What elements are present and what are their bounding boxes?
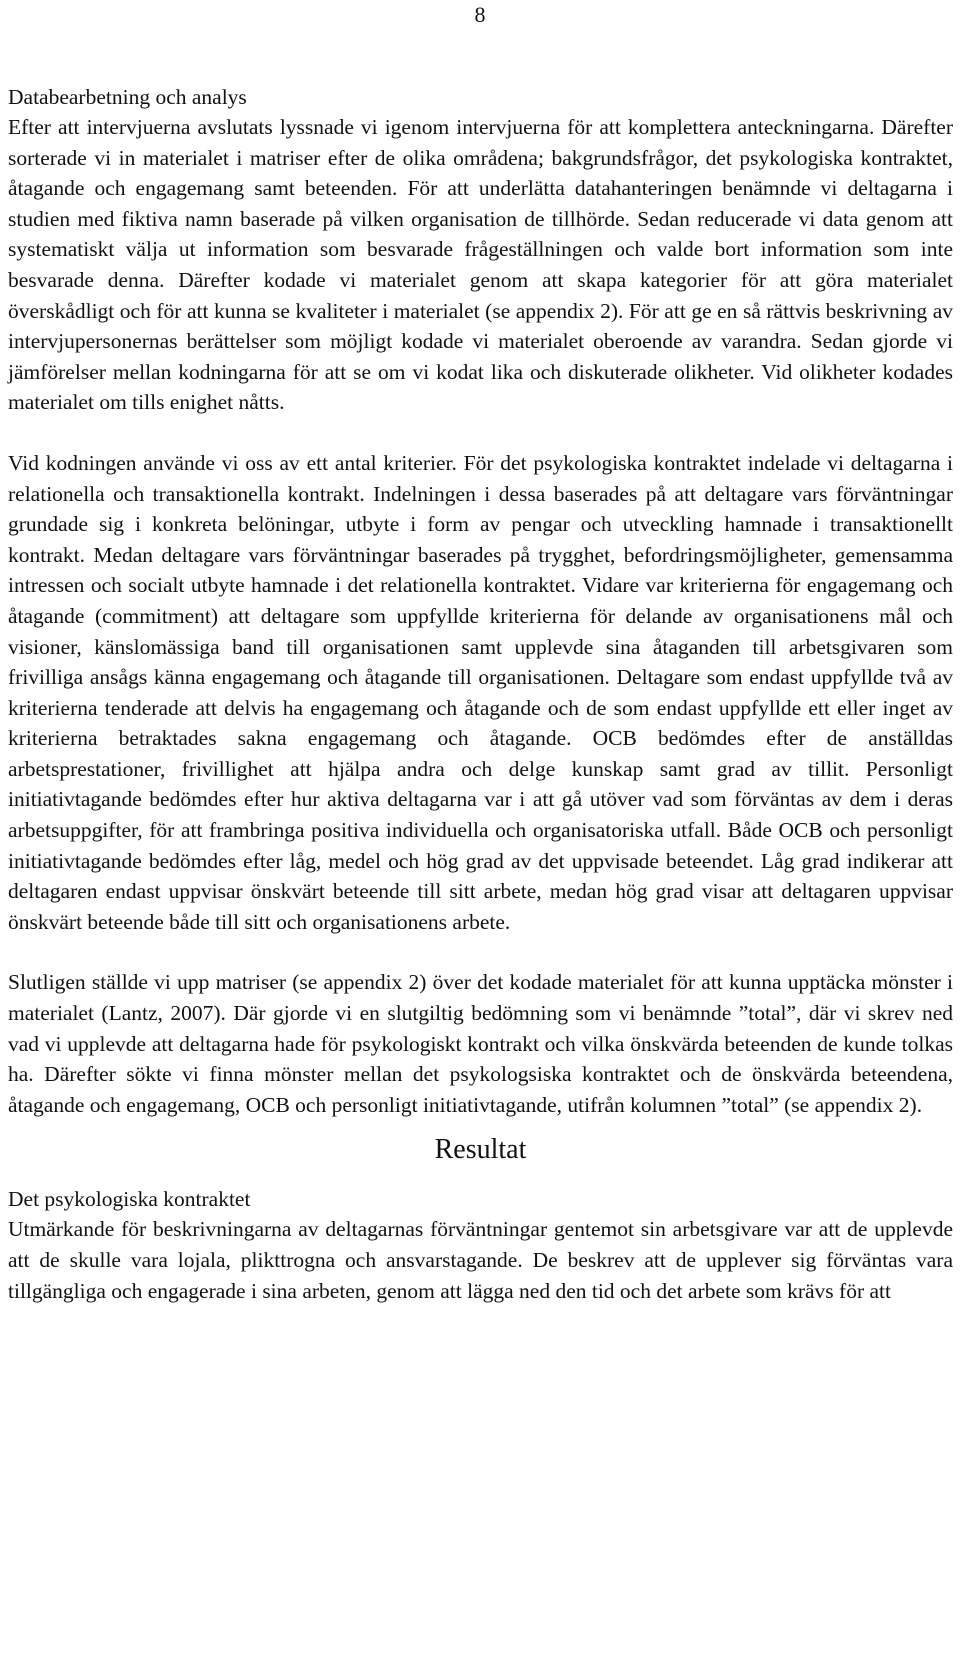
paragraph-data-processing: Efter att intervjuerna avslutats lyssnade vi igenom intervjuerna för att komplettera anteckningarna. Därefter sorterade vi in materialet i matriser efter de olika områdena; bakgrundsfrågor, det psykologiska kontraktet, åtagande och engagemang samt beteenden. För att underlätta datahanteringen benämnde vi deltagarna i studien med fiktiva namn baserade på vilken organisation de tillhörde. Sedan reducerade vi data genom att systematiskt välja ut information som besvarade frågeställningen och valde bort information som inte besvarade denna. Därefter kodade vi materialet genom att skapa kategorier för att göra materialet överskådligt och för att kunna se kvaliteter i materialet (se appendix 2). För att ge en så rättvis beskrivning av intervjupersonernas berättelser som möjligt kodade vi materialet oberoende av varandra. Sedan gjorde vi jämförelser mellan kodningarna för att se om vi kodat lika och diskuterade olikheter. Vid olikheter kodades materialet om tills enighet nåtts. [8,115,953,415]
psychological-contract-heading: Det psykologiska kontraktet [8,1187,251,1212]
paragraph-expectations: Utmärkande för beskrivningarna av deltagarnas förväntningar gentemot sin arbetsgivare var att de upplevde att de skulle vara lojala, plikttrogna och ansvarstagande. De beskrev att de upplever sig förväntas vara tillgängliga och engagerade i sina arbeten, genom att lägga ned den tid och det arbete som krävs för att [8,1217,953,1303]
analysis-heading: Databearbetning och analys [8,85,247,109]
paragraph-coding-criteria: Vid kodningen använde vi oss av ett antal kriterier. För det psykologiska kontraktet indelade vi deltagarna i relationella och transaktionella kontrakt. Indelningen i dessa baserades på att deltagare vars förväntningar grundade sig i konkreta belöningar, utbyte i form av pengar och utveckling hamnade i transaktionellt kontrakt. Medan deltagare vars förväntningar baserades på trygghet, befordringsmöjligheter, gemensamma intressen och socialt utbyte hamnade i det relationella kontraktet. Vidare var kriterierna för engagemang och åtagande (commitment) att deltagare som uppfyllde kriterierna för delande av organisationens mål och visioner, känslomässiga band till organisationen samt upplevde sina åtaganden till arbetsgivaren som frivilliga ansågs känna engagemang och åtagande till organisationen. Deltagare som endast uppfyllde två av kriterierna tenderade att delvis ha engagemang och åtagande och de som endast uppfyllde ett eller inget av kriterierna betraktades sakna engagemang och åtagande. OCB bedömdes efter de anställdas arbetsprestationer, frivillighet att hjälpa andra och delge kunskap samt grad av tillit. Personligt initiativtagande bedömdes efter hur aktiva deltagarna var i att gå utöver vad som förväntas av dem i deras arbetsuppgifter, för att frambringa positiva individuella och organisatoriska utfall. Både OCB och personligt initiativtagande bedömdes efter låg, medel och hög grad av det uppvisade beteendet. Låg grad indikerar att deltagaren endast uppvisar önskvärt beteende till sitt arbete, medan hög grad visar att deltagaren uppvisar önskvärt beteende både till sitt och organisationens arbete. [8,450,953,934]
page-number: 8 [474,2,486,27]
paragraph-spacer [8,937,953,967]
page-content [8,82,953,1306]
paragraph-matrices: Slutligen ställde vi upp matriser (se appendix 2) över det kodade materialet för att kunna upptäcka mönster i materialet (Lantz, 2007). Där gjorde vi en slutgiltig bedömning som vi benämnde ”total”, där vi skrev ned vad vi upplevde att deltagarna hade för psykologiskt kontrakt och vilka önskvärda beteenden de kunde tolkas ha. Därefter sökte vi finna mönster mellan det psykologsiska kontraktet och de önskvärda beteendena, åtagande och engagemang, OCB och personligt initiativtagande, utifrån kolumnen ”total” (se appendix 2). [8,970,953,1117]
paragraph-spacer [8,418,953,448]
results-title: Resultat [434,1134,527,1166]
